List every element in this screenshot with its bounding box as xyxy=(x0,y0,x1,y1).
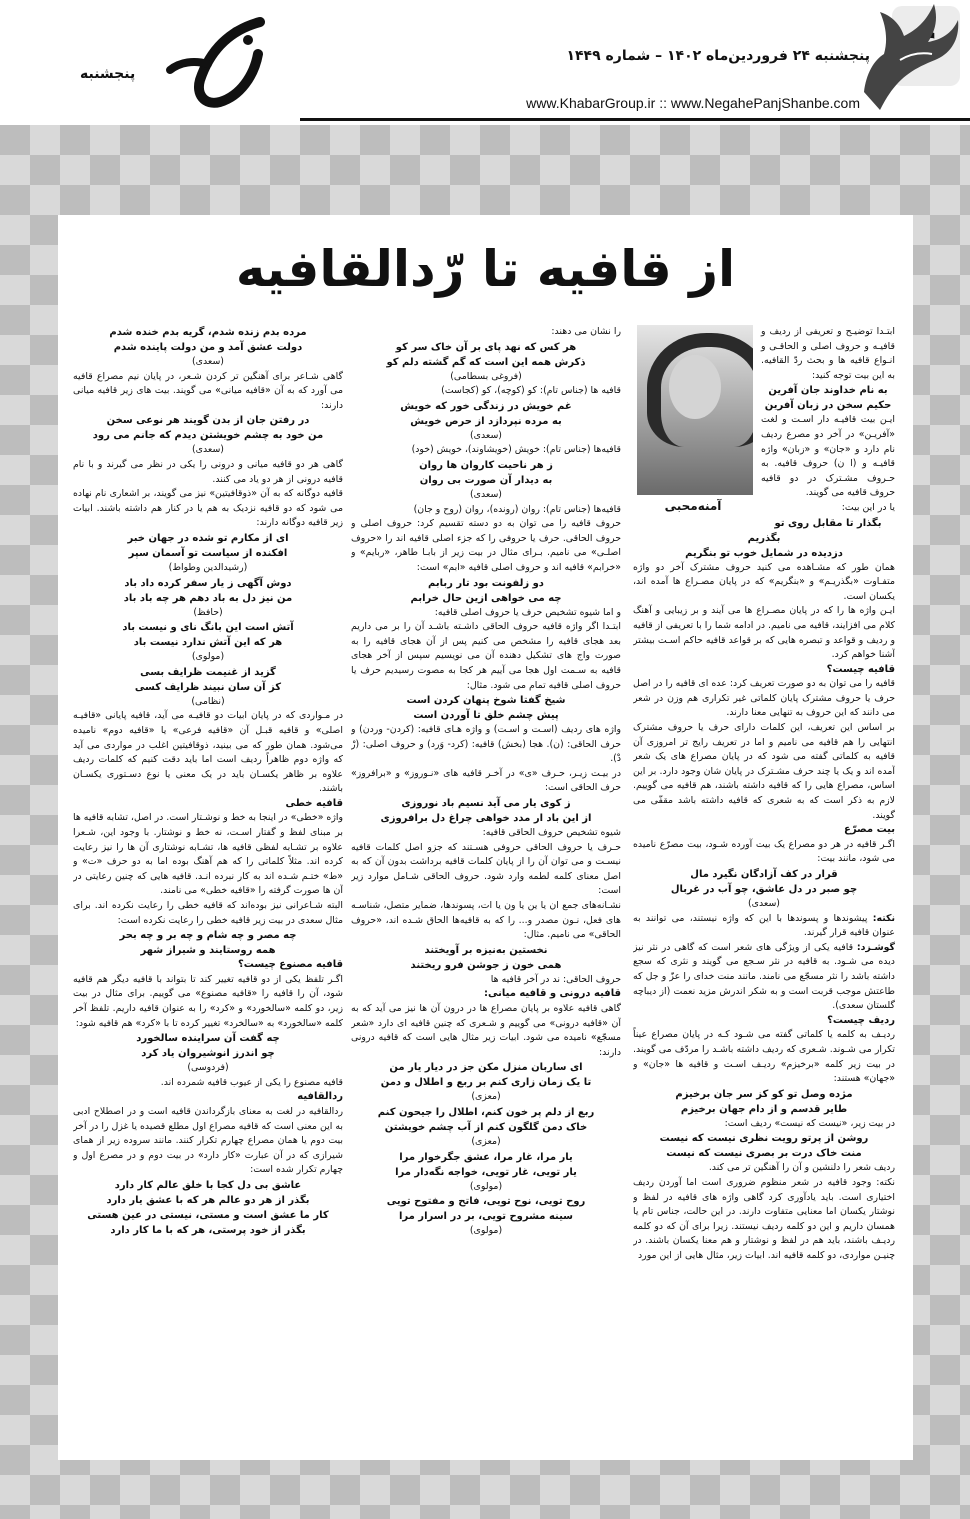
body-paragraph: قافیه را می توان به دو صورت تعریف کرد: عده ای قافیه را در اصل حرف یا حروف مشترک پایان کلماتی غیر تکراری هم وزن در شعر می دانند که این حروف به تنهایی معنا دارند. xyxy=(633,678,895,719)
poet-attribution: (سعدی) xyxy=(470,488,502,500)
section-heading: قافیه چیست؟ xyxy=(826,663,895,675)
verse-line: طایر قدسم و از دام جهان برخیزم xyxy=(680,1103,848,1115)
poet-attribution: (سعدی) xyxy=(192,356,224,367)
note-paragraph xyxy=(633,912,895,941)
verse-line: بگذار تا مقابل روی تو بگذریم xyxy=(747,517,882,544)
newspaper-logo-icon xyxy=(150,10,280,115)
verse-line: دولت عشق آمد و من دولت پاینده شدم xyxy=(113,342,303,353)
note-label: نکته: xyxy=(872,912,895,924)
body-paragraph: در مـواردی که در پایان ابیات دو قافیـه می آید، قافیه پایانی «قافیـه اصلی» و قافیه قبـل آن «قافیه فرعی» یا «قافیه دوم» نامیده می‌شود. همان طور که می بینید، ذوقافیتین اغلب در مواردی می آید که واژه دوم ظاهراً ردیف است اما باید دقت کنیم که کلمات ردیف علاوه بر ظاهر یکسـان باید در یک معنی یا نوع دسـتوری یکسـان باشند. xyxy=(73,710,343,795)
poet-attribution: (حافظ) xyxy=(193,606,223,618)
poet-attribution: (نظامی) xyxy=(191,695,225,707)
body-paragraph: اگـر تلفظ یکی از دو قافیه تغییر کند تا بتواند با قافیه دیگر هم قافیه شود، آن را قافیه را «قافیه مصنوع» می گوییم. برای مثال در بیت زیر، دو کلمه «سالخورد» و «کرد» را به عنوان قافیه داریم. تلفظ آخر کلمه «سالخورد» به «سالخرد» تغییر کرده تا با «کرد» هم قافیه شود: xyxy=(73,973,343,1029)
verse-line: به مرده نپردازد از حرص خویش xyxy=(410,415,562,427)
section-heading: قافیه درونی و قافیه میانی: xyxy=(483,988,621,1000)
page-header xyxy=(0,0,970,125)
verse-line: سینه مشروح تویی، بر در اسرار مرا xyxy=(398,1211,574,1223)
poet-attribution: (مولوی) xyxy=(191,651,225,663)
verse-line: هر کس که نهد پای بر آن خاک سر کو xyxy=(395,341,577,353)
body-paragraph: حـرف یا حروف الحاقی حروفی هسـتند که جزو اصل کلمات قافیه نیسـت و می توان آن را از پایان کلمات قافیه برداشت بدون آن که به اصل معنای کلمه لطمه وارد شود. حروف الحاقی شـامل موارد زیر است: xyxy=(351,841,621,897)
body-paragraph: واژه های ردیف (اسـت و اسـت) و واژه هـای قافیه: (کردن- وردن) و حرف الحاقی: (ن). هجا (بخش) قافیه: (کرد- وَرد) و حروف اصلی: (رْ دْ). xyxy=(351,724,621,765)
body-paragraph: حروف قافیه را می توان به دو دسته تقسیم کرد: حروف اصلی و حروف الحاقی. حرف یا حروفی را که جزء اصلی قافیه اند را «حروف اصلـی» می نامیم. بـرای مثال در بیت زیر از بابـا طاهر، «ربایم» و «خرابم» قافیه اند و حروف اصلی قافیه «ابم» است: xyxy=(351,518,621,573)
verse-line: ذکرش همه این است که گم گشته دلم کو xyxy=(386,356,586,368)
verse-line: چه مصر و چه شام و چه بر و چه بحر xyxy=(119,930,297,942)
section-heading: بیت مصرّع xyxy=(843,824,895,836)
verse-line: ای ساربان منزل مکن جز در دیار یار من xyxy=(389,1062,583,1074)
article-column-middle xyxy=(351,325,621,1455)
issue-dateline: پنجشنبه ۲۴ فروردین‌ماه ۱۴۰۲ – شماره ۱۴۴۹ xyxy=(566,48,870,64)
verse-line: تا یک زمان زاری کنم بر ربع و اطلال و دمن xyxy=(380,1077,592,1089)
body-paragraph: ایـن واژه ها را که در پایان مصـراع ها می آیند و بر زیبایی و آهنگ کلام می افزایند، قافیه می نامیم. در ادامه شما را با تعریفی از قافیه و ردیف و قواعد و تبصره هایی که بر قواعد قافیه حاکم اسـت بیشتر آشنا خواهم کرد. xyxy=(633,605,895,661)
verse-line: مرده بدم زنده شدم، گریه بدم خنده شدم xyxy=(109,327,307,338)
body-paragraph: قافیه دوگانه که به آن «ذوقافیتین» نیز می گویند، بر اشعاری نام نهاده می شود که دو قافیه نزدیک به هم یا در کنار هم داشته باشند. ابیات زیر قافیه دوگانه دارند: xyxy=(73,488,343,529)
logo-subtitle: پنجشنبه xyxy=(80,66,136,82)
body-paragraph: ابتـدا توضیـح و تعریفی از ردیف و قافیـه و حروف اصلی و الحاقـی و انـواع قافیه ها و بحث ردّ القافیه. به این بیت توجه کنید: xyxy=(761,326,895,381)
author-photo xyxy=(633,325,753,517)
verse-line: روح تویی، نوح تویی، فاتح و مفتوح تویی xyxy=(386,1196,586,1208)
body-paragraph: البته شـاعرانی نیز بوده‌اند که قافیه خطی را رعایت نکرده اند. برای مثال سعدی در بیت زیر قافیه خطی را رعایت نکرده است: xyxy=(73,900,343,926)
section-heading: قافیه مصنوع چیست؟ xyxy=(237,959,343,971)
header-rule xyxy=(300,118,970,121)
author-portrait-icon xyxy=(637,325,753,495)
body-paragraph: قافیه مصنوع را یکی از عیوب قافیه شمرده اند. xyxy=(160,1076,343,1088)
body-paragraph: یا در این بیت: xyxy=(841,501,895,513)
verse-line: ربع از دلم پر خون کنم، اطلال را جیحون کنم xyxy=(377,1106,595,1118)
body-paragraph: ابتـدا اگر واژه قافیه حروف الحاقی داشـته باشـد آن را بر می داریم بعد هجای قافیه را مشخص می کنیم پس از آن هجای قافیه را به صورت واج های تشکیل دهنده آن می نویسیم سپس از آخر هجای قافیه به سـمت اول هجا می آییم هر کجا به مصوت رسیدیم حرف یا حروف اصلی قافیه تمام می شود. مثال: xyxy=(351,621,621,691)
verse-line: چو اندرز انوشیروان یاد کرد xyxy=(141,1048,275,1060)
body-paragraph: و اما شیوه تشخیص حرف یا حروف اصلی قافیه: xyxy=(434,606,621,618)
verse-line: قرار در کف آزادگان نگیرد مال xyxy=(690,869,838,880)
verse-line: همه روستایند و شیراز شهر xyxy=(140,945,276,957)
verse-line: یار مرا، غار مرا، عشق جگرخوار مرا xyxy=(399,1151,573,1163)
body-paragraph: حروف الحاقی: ند در آخر قافیه ها xyxy=(490,973,621,985)
body-paragraph: ردیف شعر را دلنشین و آن را آهنگین تر می کند. xyxy=(708,1162,895,1174)
verse-line: همی خون ز جوشن فرو ریختند xyxy=(410,959,562,971)
verse-line: ز هر ناحیت کاروان ها روان xyxy=(419,459,553,471)
body-paragraph: قافیه‌ها (جناس تام): روان (رونده)، روان (روح و جان) xyxy=(413,503,621,515)
body-paragraph: نکته: وجود قافیه در شعر منظوم ضروری است اما آوردن ردیف اختیاری است. باید یادآوری کرد گاهی واژه های قافیه در لفظ و نوشتار یکسان اما معنایی متفاوت دارند. در این حالت، جناس تام یا همسان داریم و این دو کلمه ردیف نیستند. زیرا برای آن که دو کلمه ردیـف باشند، باید هم در لفظ و نوشتار و هم معنا یکسان باشند. در چنیـن مواردی، دو کلمه قافیه اند. ابیات زیر، مثال هایی از این مورد xyxy=(633,1176,895,1261)
verse-line: حکیم سخن در زبان آفرین xyxy=(764,400,892,412)
article-column-right xyxy=(633,325,895,1455)
column-body xyxy=(73,325,343,1238)
verse-line: به نام خداوند جان آفرین xyxy=(768,385,888,397)
verse-line: مژده وصل تو کو کز سر جان برخیزم xyxy=(675,1088,853,1100)
poet-attribution: (رشیدالدین وطواط) xyxy=(168,561,248,573)
body-paragraph: گاهی هر دو قافیه میانی و درونی را یکی در نظر می گیرند و با نام قافیه درونی از هر دو یاد می کنند. xyxy=(73,458,343,485)
body-paragraph: را نشان می دهند: xyxy=(551,326,621,337)
article-column-left xyxy=(73,325,343,1455)
verse-line: چه می خواهی ازین حال خرابم xyxy=(410,592,562,604)
verse-line: کز آن سان نبیند ظرایف کسی xyxy=(134,681,282,693)
body-paragraph: واژه «خطی» در اینجا به خط و نوشـتار است. در اصل، تشابه قافیه ها بر مبنای لفظ و گفتار اسـت، نه خط و نوشتار. با وجود این، شـعرا علاوه بر تشـابه لفظی قافیه ها، تشـابه نوشتاری آن ها را نیز رعایت کرده اند. مثلاً کلماتی را که هم آهنگ بوده اما به دو حرف «ت» و «ط» ختـم شـده اند به کار نبرده انـد. قافیه هایی که چنین رعایتی در آن ها صورت گرفته را «قافیه خطی» می نامند. xyxy=(73,812,343,897)
body-paragraph: نشـانه‌های جمع ان یا ین یا ون یا ات، پسوندها، ضمایر متصل، شناسـه های فعل، نـون مصدر و... را که به قافیه‌ها الحاق شـده اند، «حروف الحاقی» می نامیم. مثال: xyxy=(351,900,621,941)
body-paragraph: همان طور که مشـاهده می کنید حروف مشترک آخر دو واژه متفـاوت «بگذریـم» و «بنگریم» که در پایان مصـراع ها آمده اند، یکسان است. xyxy=(633,561,895,602)
verse-line: گزید از غنیمت ظرایف بسی xyxy=(140,666,276,678)
verse-line: چه گفت آن سراینده سالخورد xyxy=(136,1033,280,1045)
verse-line: پیش چشم خلق تا آوردن است xyxy=(413,710,559,722)
verse-line: هر که این آتش ندارد نیست باد xyxy=(133,637,283,649)
verse-line: از این باد ار مدد خواهی چراغ دل برافروزی xyxy=(380,813,592,825)
body-paragraph: گاهی قافیه علاوه بر پایان مصراع ها در درون آن ها نیز می آید که به آن «قافیه درونی» می گوییم و شـعری که چنین قافیه ای دارد «شعر مسجّع» نامیده می شود. ابیات زیر مثال هایی است که قافیه درونی دارند: xyxy=(351,1003,621,1058)
body-paragraph: ردیـف به کلمه یا کلماتی گفته می شـود کـه در پایان مصراع عیناً تکرار می شـوند. شـعری که ردیف داشته باشـد را مردّف می گویند. در بیت زیر کلمه «برخیزم» ردیـف اسـت و قافیه ها «جان» و «جهان» هستند: xyxy=(633,1029,895,1085)
verse-line: عاشق بی دل کجا با خلق عالم کار دارد xyxy=(114,1179,302,1191)
verse-line: ای از مکارم تو شده در جهان خبر xyxy=(127,532,289,544)
verse-line: نخستین به‌نیزه بر آویختند xyxy=(424,944,548,956)
verse-line: آتش است این بانگ نای و نیست باد xyxy=(122,622,294,634)
verse-line: من نیز دل به باد دهم هر چه باد باد xyxy=(123,592,293,604)
poet-attribution: (فردوسی) xyxy=(187,1062,229,1074)
website-links[interactable]: www.KhabarGroup.ir :: www.NegahePanjShanbe.com xyxy=(526,95,860,111)
verse-line: من خود به چشم خویشتن دیدم که جانم می رود xyxy=(92,430,324,442)
verse-line: دو زلفونت بود تار ربابم xyxy=(428,577,544,589)
poet-attribution: (سعدی) xyxy=(748,898,780,909)
note-text: پیشوندها و پسوندها با این که واژه نیستند، می توانند به عنوان قافیه قرار گیرند. xyxy=(633,912,895,939)
body-paragraph: اگـر قافیه در هر دو مصراع یک بیت آورده شـود، بیت مصرّع نامیده می شود، مانند بیت: xyxy=(633,838,895,865)
verse-line: روشن از پرتو رویت نظری نیست که نیست xyxy=(659,1133,869,1145)
body-paragraph: بر اساس این تعریف، این کلمات دارای حرف یا حروف مشترک انتهایی را هم قافیه می نامیم و اما در تعریف رایج تر امروزی آن قافیه به کلماتی گفته می شود که در پایان مصراع های یک شعر آمده اند و یک یا چند حرف مشـترک در پایان شان وجود دارد. بر این اساس، مصراع هایی را که قافیه داشته باشند، هم قافیه می گوییم. لازم به ذکر است که به شعری که قافیه داشته باشد مقفّی می گویند. xyxy=(633,722,895,821)
verse-line: شیخ گفتا شوخ پنهان کردن است xyxy=(406,695,566,707)
verse-line: بگذر از خود پرستی، هر که با ما کار دارد xyxy=(110,1224,306,1236)
section-heading: ردالقافیه xyxy=(297,1091,343,1103)
poet-attribution: (معزی) xyxy=(471,1135,501,1147)
verse-line: خاک دمن گلگون کنم از آب چشم خویشتن xyxy=(384,1121,588,1133)
body-paragraph: ایـن بیت قافیـه دار اسـت و لغت «آفریـن» در آخر دو مصرع ردیف نام دارد و «جان» و «زبان» واژه قافیـه و (ا ن) حروف قافیه. به حـروف مشـترک در دو قافیه حروف قافیه می گویند. xyxy=(761,414,895,499)
poet-attribution: (مولوی) xyxy=(469,1180,503,1192)
note-text: قافیه یکی از ویژگی های شعر است که گاهی در نثر نیز دیده می شـود. به قافیه در نثر سـجع می گویند و نثری که سجع داشته باشد را نثر مسجّع می نامند. مانند منت خدای را عزّ و جل که طاعتش موجب قربت است و به شکر اندرش مزید نعمت (از دیباچه گلستان سعدی). xyxy=(633,941,895,1012)
author-name: آمنه‌محبی xyxy=(664,499,722,513)
verse-line: ز کوی یار می آید نسیم باد نوروزی xyxy=(401,798,571,810)
body-paragraph: قافیه ها (جناس تام): کو (کوچه)، کو (کجاست) xyxy=(441,385,621,397)
poet-attribution: (سعدی) xyxy=(470,429,502,441)
column-body xyxy=(351,325,621,1239)
poet-attribution: (معزی) xyxy=(471,1091,501,1103)
poet-attribution: (مولوی) xyxy=(469,1225,503,1237)
verse-line: منت خاک درت بر بصری نیست که نیست xyxy=(666,1148,862,1160)
verse-line: به دیدار آن صورت بی روان xyxy=(419,474,553,486)
body-paragraph: در بیـت زیـر، حـرف «ی» در آخـر قافیه های «نـوروز» و «برافروز» حرف الحاقی است: xyxy=(351,767,621,794)
body-paragraph: در بیت زیر، «نیست که نیست» ردیف است: xyxy=(724,1117,895,1129)
body-paragraph: گاهی شـاعر برای آهنگین تر کردن شـعر، در پایان نیم مصراع قافیه می آورد که به آن «قافیه میانی» می گویند. بیت های زیر قافیه میانی دارند: xyxy=(73,370,343,411)
verse-line: یار تویی، غار تویی، خواجه نگه‌دار مرا xyxy=(395,1166,577,1178)
verse-line: بگذر از هر دو عالم هر که با عشق یار دارد xyxy=(106,1194,310,1206)
verse-line: چو صبر در دل عاشق، چو آب در غربال xyxy=(670,884,858,895)
poet-attribution: (فروغی بسطامی) xyxy=(450,370,522,382)
verse-line: غم خویش در زندگی خور که خویش xyxy=(400,400,572,412)
body-paragraph: شیوه تشخیص حروف الحاقی قافیه: xyxy=(482,827,621,839)
article-title: از قافیه تا رّدالقافیه xyxy=(235,240,736,298)
verse-line: کار ما عشق است و مستی، نیستی در عین هستی xyxy=(87,1209,329,1221)
poet-attribution: (سعدی) xyxy=(192,444,224,456)
section-heading: قافیه خطی xyxy=(285,797,343,809)
body-paragraph: قافیه‌ها (جناس تام): خویش (خویشاوند)، خویش (خود) xyxy=(411,444,621,456)
section-heading: ردیف چیست؟ xyxy=(827,1014,895,1026)
verse-line: دوش آگهی ز یار سفر کرده داد باد xyxy=(124,577,292,589)
verse-line: افکنده از سیاست تو آسمان سپر xyxy=(128,547,288,559)
verse-line: در رفتن جان از بدن گویند هر نوعی سخن xyxy=(106,415,310,427)
note-label: گوشـزد: xyxy=(856,941,895,953)
verse-line: دزدیده در شمایل خوب تو بنگریم xyxy=(685,547,843,559)
body-paragraph: ردالقافیه در لغت به معنای بازگرداندن قافیه است و در اصطلاح ادبی به این معنی است که قافیه مصراع اول مطلع قصیده یا غزل را در آخر بیت دوم یا همان مصراع چهارم تکرار کنند. مانند سروده زیر از همای شیرازی که در آن عبارت «کار دارد» در بیت دوم و در مصرع اول و چهارم تکرار شده است: xyxy=(73,1105,343,1176)
note-paragraph xyxy=(633,941,895,1014)
